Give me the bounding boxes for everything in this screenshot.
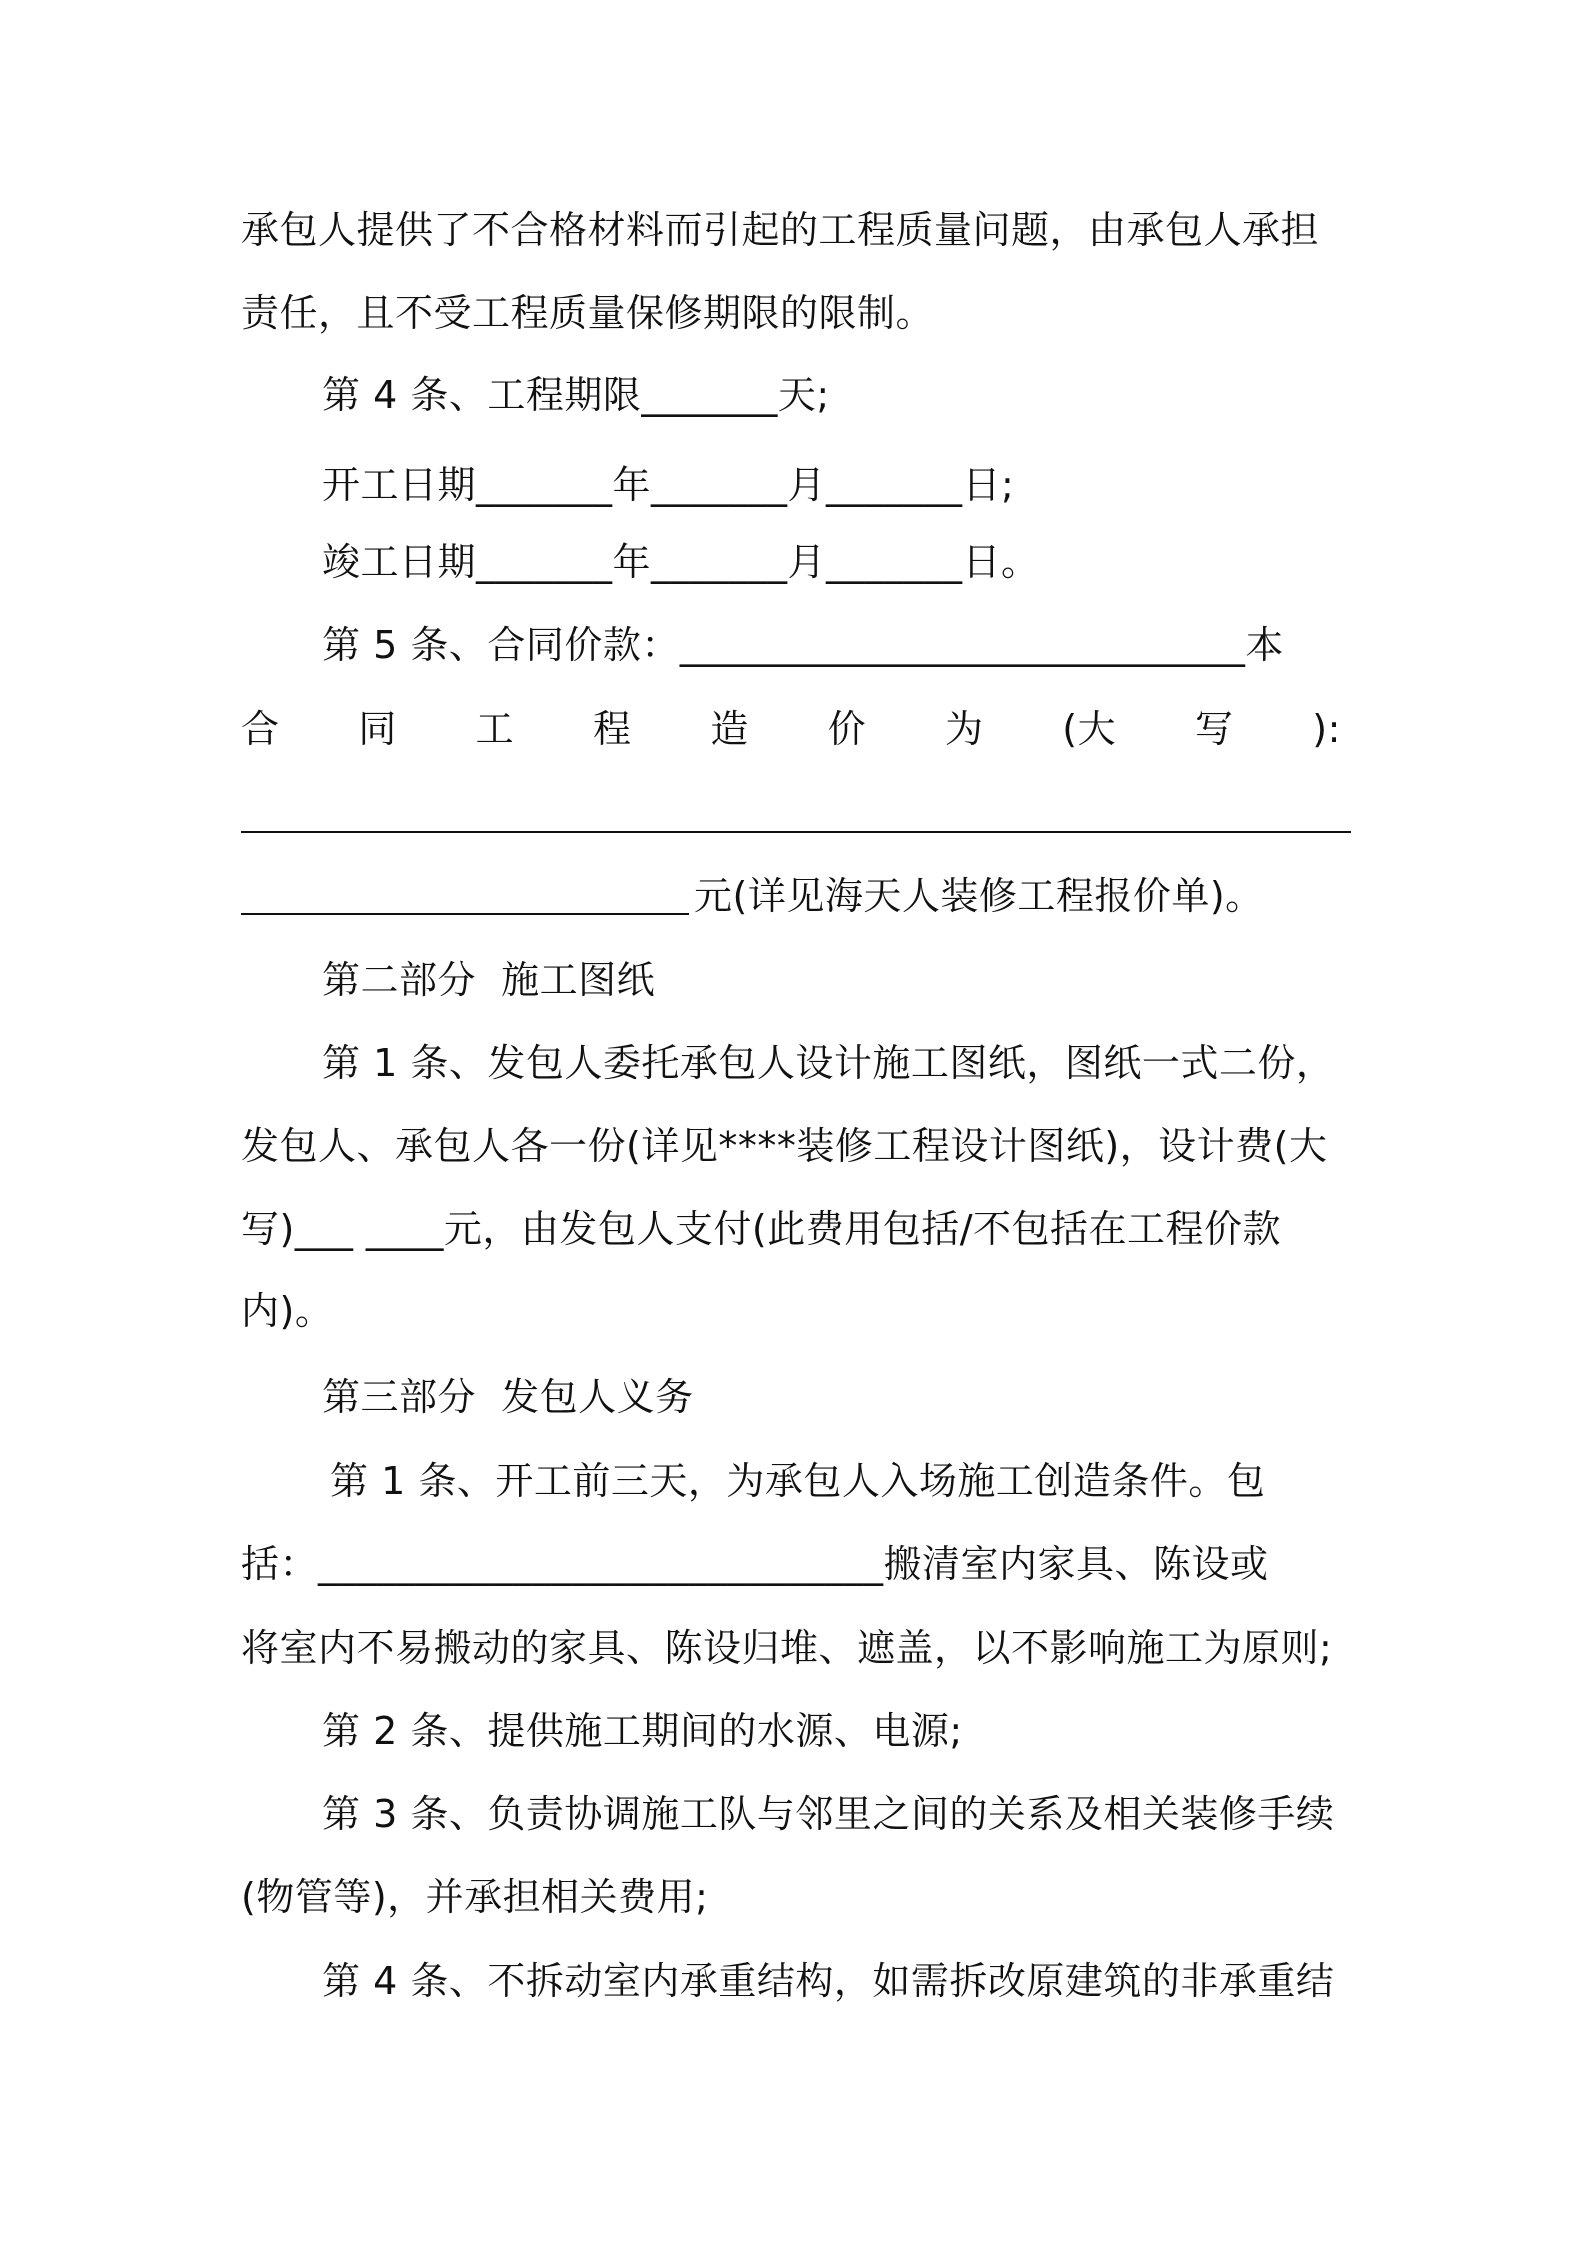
text-line: 承包人提供了不合格材料而引起的工程质量问题，由承包人承担 bbox=[241, 208, 1320, 252]
spread-char: 为 bbox=[944, 707, 984, 751]
spread-char: 同 bbox=[358, 707, 397, 751]
spread-char: 程 bbox=[592, 707, 632, 751]
spread-char: 价 bbox=[827, 707, 867, 751]
blank-underline bbox=[241, 913, 689, 915]
spread-char: ): bbox=[1312, 707, 1341, 751]
text-line: 括：_____________________________搬清室内家具、陈设或 bbox=[241, 1542, 1269, 1586]
text-line: 第 3 条、负责协调施工队与邻里之间的关系及相关装修手续 bbox=[322, 1792, 1335, 1836]
contract-price-spread-line bbox=[241, 703, 1341, 755]
section-heading-employer-duties: 第三部分 发包人义务 bbox=[322, 1375, 694, 1419]
text-line: 责任，且不受工程质量保修期限的限制。 bbox=[241, 291, 935, 335]
text-line: 第 4 条、不拆动室内承重结构，如需拆改原建筑的非承重结 bbox=[322, 1959, 1335, 2003]
spread-char: 写 bbox=[1194, 707, 1234, 751]
spread-char: 工 bbox=[475, 707, 515, 751]
text-line: 内)。 bbox=[241, 1289, 334, 1333]
text-line: 将室内不易搬动的家具、陈设归堆、遮盖，以不影响施工为原则; bbox=[241, 1626, 1333, 1670]
section-heading-drawings: 第二部分 施工图纸 bbox=[322, 958, 656, 1002]
clause-5-price: 第 5 条、合同价款：_____________________________本 bbox=[322, 623, 1284, 667]
clause-4-duration: 第 4 条、工程期限_______天; bbox=[322, 373, 830, 417]
text-line: 写)___ ____元，由发包人支付(此费用包括/不包括在工程价款 bbox=[241, 1207, 1282, 1251]
spread-char: (大 bbox=[1062, 707, 1117, 751]
text-line: 发包人、承包人各一份(详见****装修工程设计图纸)，设计费(大 bbox=[241, 1124, 1328, 1168]
completion-date-line: 竣工日期_______年_______月_______日。 bbox=[322, 540, 1040, 584]
start-date-line: 开工日期_______年_______月_______日; bbox=[322, 463, 1015, 507]
amount-note: 元(详见海天人装修工程报价单)。 bbox=[694, 874, 1264, 918]
blank-underline bbox=[241, 831, 1351, 833]
text-line: (物管等)，并承担相关费用; bbox=[241, 1875, 709, 1919]
text-line: 第 1 条、发包人委托承包人设计施工图纸，图纸一式二份， bbox=[322, 1041, 1335, 1085]
text-line: 第 1 条、开工前三天，为承包人入场施工创造条件。包 bbox=[330, 1459, 1266, 1503]
spread-char: 造 bbox=[710, 707, 749, 751]
text-line: 第 2 条、提供施工期间的水源、电源; bbox=[322, 1709, 963, 1753]
spread-char: 合 bbox=[241, 707, 280, 751]
